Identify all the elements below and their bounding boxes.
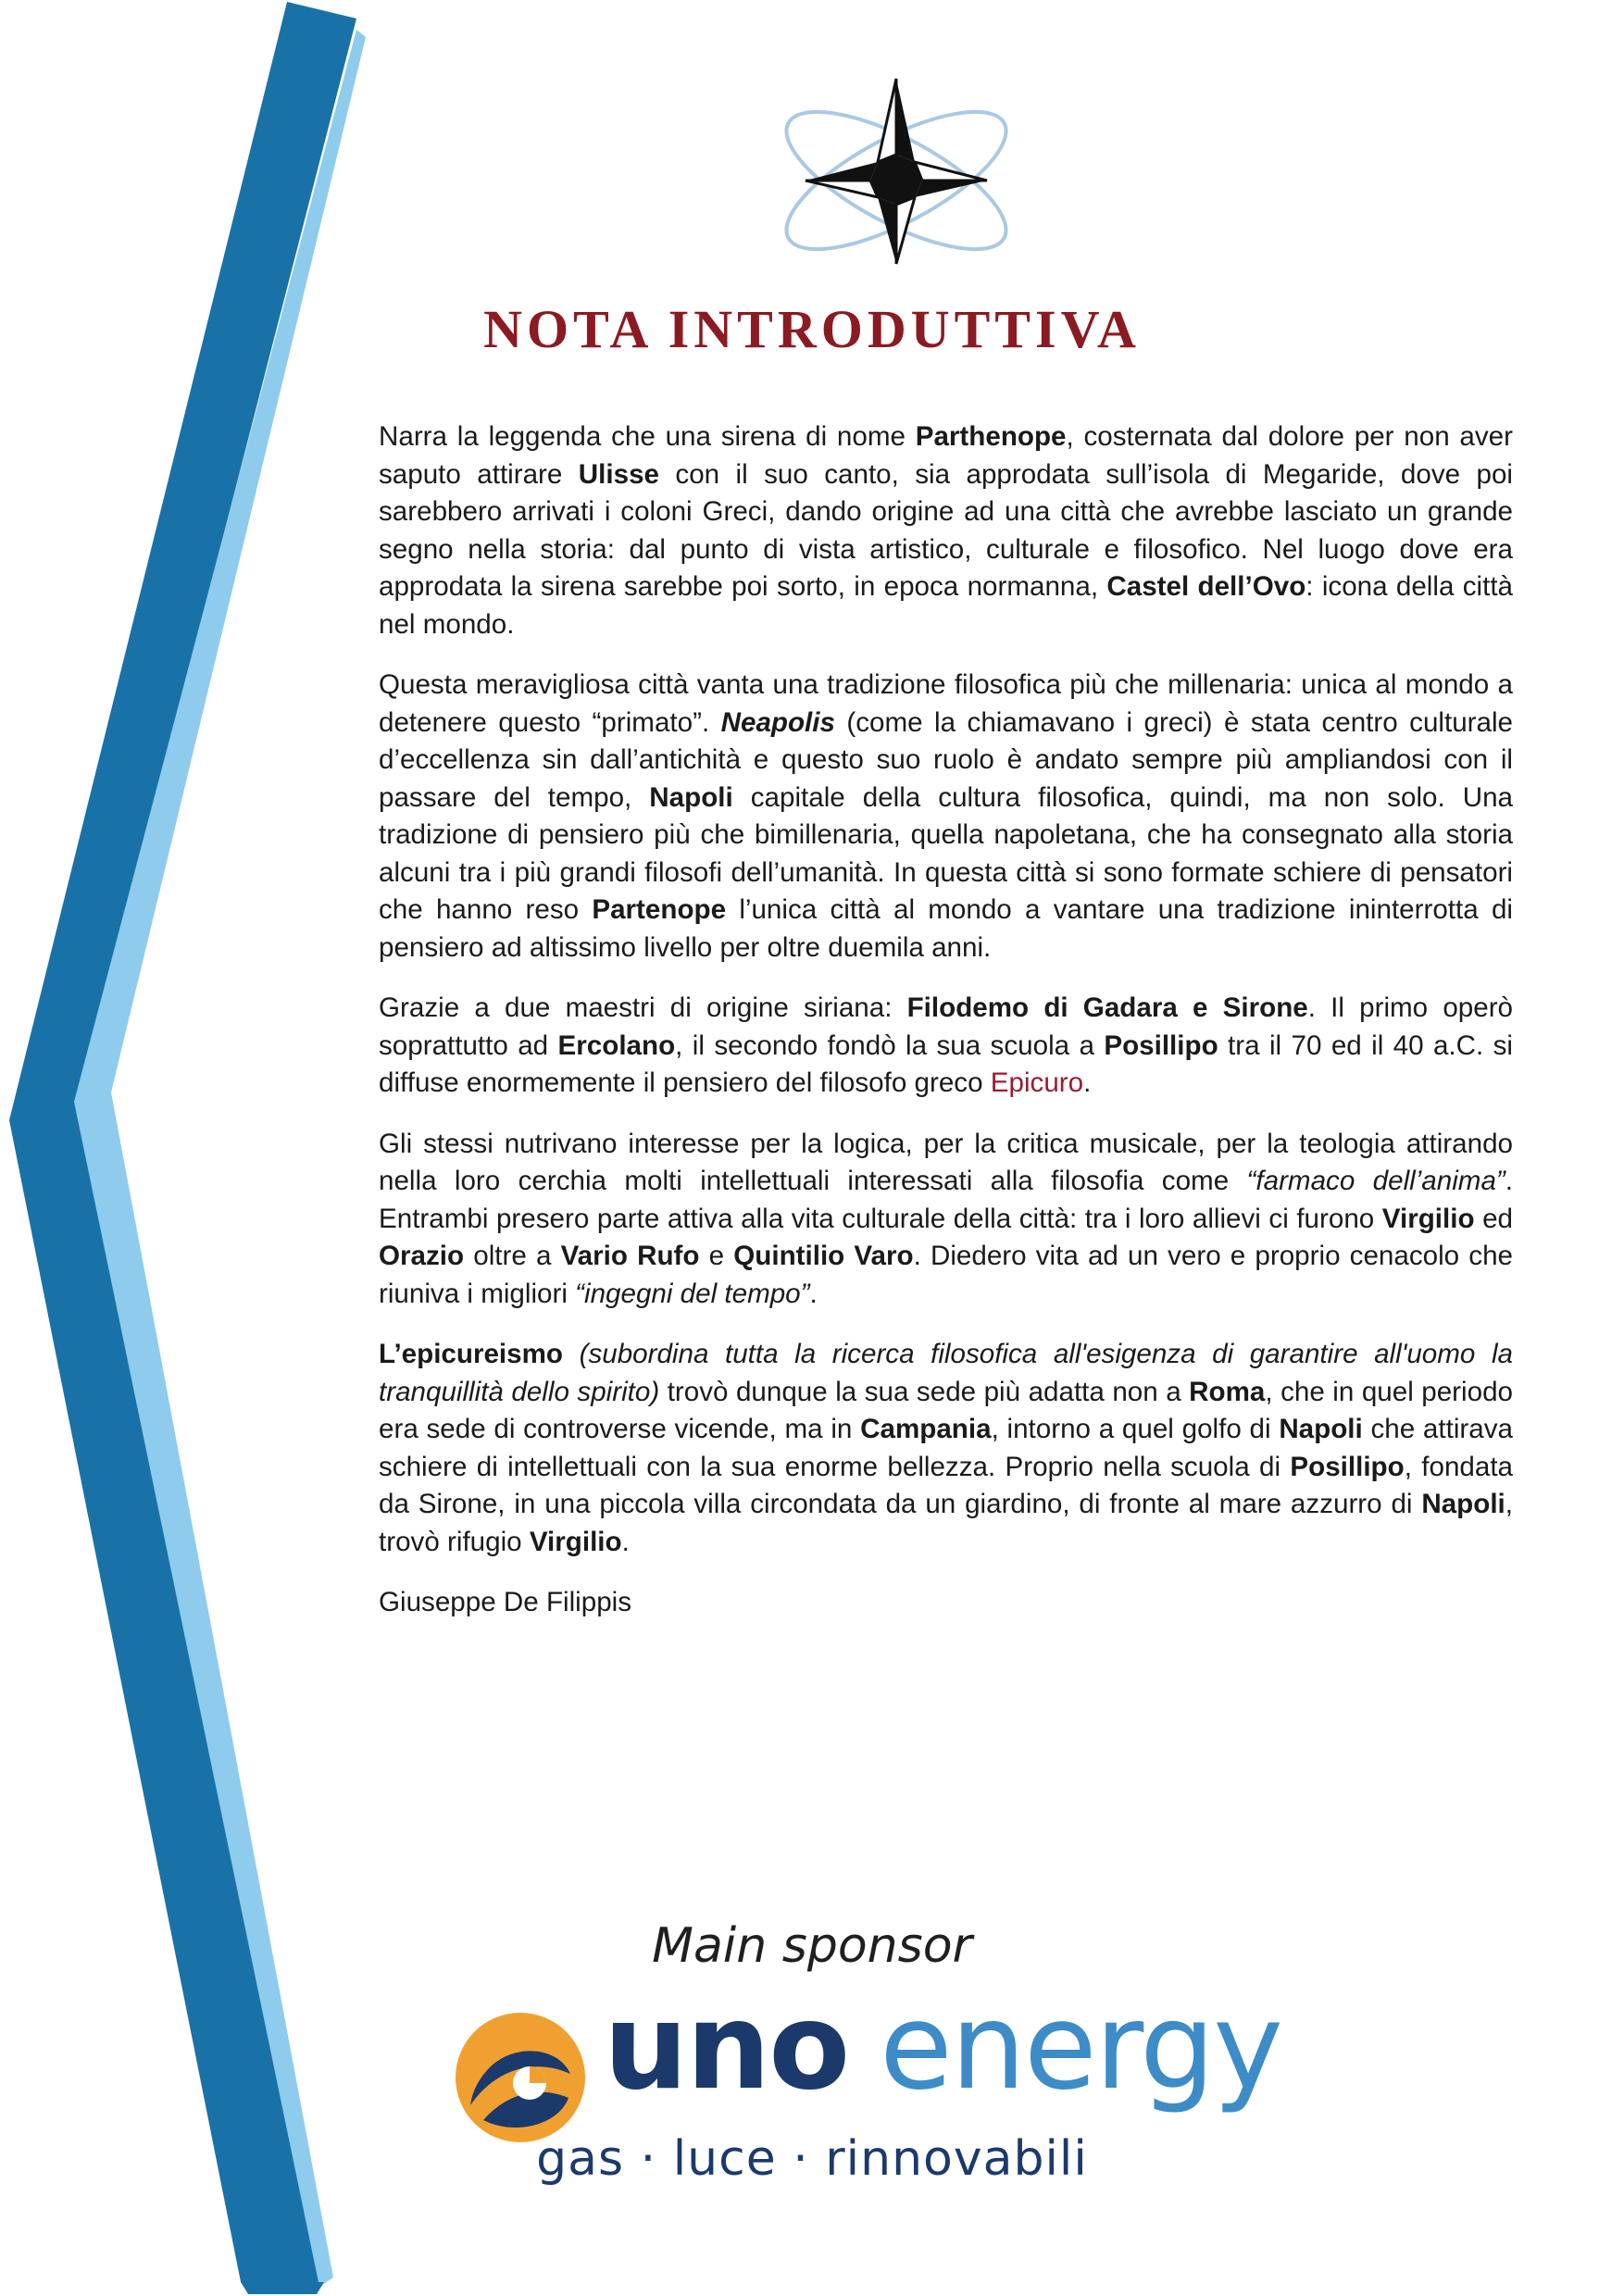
text-run: . Il primo operò soprattutto ad xyxy=(379,992,1514,1061)
text-run: Napoli xyxy=(1279,1414,1363,1444)
text-run: , trovò rifugio xyxy=(379,1489,1513,1557)
text-run: e xyxy=(699,1241,734,1271)
text-run: , fondata da Sirone, in una piccola villa circondata da un giardino, di fronte al mare azzurro di xyxy=(379,1451,1513,1519)
text-run: oltre a xyxy=(464,1241,561,1271)
text-run: che attirava schiere di intellettuali con la sua enorme bellezza. Proprio nella scuola di xyxy=(379,1414,1513,1482)
text-run: , il secondo fondò la sua scuola a xyxy=(675,1029,1105,1061)
text-run: . Diedero vita ad un vero e proprio cenacolo che riuniva i migliori xyxy=(379,1241,1514,1309)
text-run: Napoli xyxy=(1421,1489,1505,1519)
text-run: (subordina tutta la ricerca filosofica all'esigenza di garantire all'uomo la tranquillità dello spirito) xyxy=(379,1339,1513,1407)
text-run: capitale della cultura filosofica, quindi, ma non solo. Una tradizione di pensiero più che bimillenaria, quella napoletana, che ha consegnato alla storia alcuni tra i più grandi filosofi dell’umanità. In questa città si sono formate schiere di pensatori che hanno reso xyxy=(379,781,1513,925)
text-run: . xyxy=(621,1526,630,1557)
text-run: Gli stessi nutrivano interesse per la logica, per la critica musicale, per la teologia attirando nella loro cerchia molti intellettuali interessati alla filosofia come xyxy=(379,1128,1513,1196)
text-run: Questa meravigliosa città vanta una tradizione filosofica più che millenaria: unica al mondo a detenere questo “primato”. xyxy=(379,669,1513,738)
text-run: Campania xyxy=(860,1414,992,1444)
paragraph xyxy=(379,418,1513,643)
text-run: : icona della città nel mondo. xyxy=(379,571,1513,640)
text-run: L’epicureismo xyxy=(379,1339,564,1369)
text-run: Partenope xyxy=(592,894,727,925)
text-run: ed xyxy=(1474,1203,1514,1234)
body-text xyxy=(379,418,1513,1645)
paragraph xyxy=(379,1126,1513,1314)
text-run: Virgilio xyxy=(1381,1203,1475,1234)
text-run: Vario Rufo xyxy=(560,1241,700,1271)
text-run: “farmaco dell’anima” xyxy=(1246,1166,1505,1196)
paragraph xyxy=(379,667,1513,967)
text-run: , che in quel periodo era sede di controverse vicende, ma in xyxy=(379,1376,1513,1444)
page-title: NOTA INTRODUTTIVA xyxy=(483,299,1141,359)
text-run: Grazie a due maestri di origine siriana: xyxy=(379,992,907,1023)
text-run: tra il 70 ed il 40 a.C. si diffuse enormemente il pensiero del filosofo greco xyxy=(379,1029,1514,1098)
paragraph xyxy=(379,1336,1513,1561)
text-run: , intorno a quel golfo di xyxy=(991,1414,1280,1444)
text-run: Orazio xyxy=(379,1241,465,1271)
text-run: Filodemo di Gadara e Sirone xyxy=(906,992,1308,1023)
text-run xyxy=(563,1339,580,1369)
sponsor-tagline: gas · luce · rinnovabili xyxy=(536,2131,1088,2187)
text-run: . xyxy=(1083,1067,1092,1098)
text-run: “ingegni del tempo” xyxy=(575,1278,810,1309)
logo-word-uno: uno xyxy=(604,1978,849,2116)
text-run: trovò dunque la sua sede più adatta non a xyxy=(659,1376,1190,1407)
sponsor-label: Main sponsor xyxy=(652,1918,972,1974)
text-run: Parthenope xyxy=(915,421,1067,452)
text-run: l’unica città al mondo a vantare una tradizione ininterrotta di pensiero ad altissimo livello per oltre duemila anni. xyxy=(379,894,1513,963)
text-run: , costernata dal dolore per non aver saputo attirare xyxy=(379,421,1513,490)
text-run: Napoli xyxy=(649,781,733,813)
text-run: Ulisse xyxy=(578,458,659,490)
paragraph xyxy=(379,990,1513,1103)
text-run: Neapolis xyxy=(720,706,835,738)
text-run: con il suo canto, sia approdata sull’isola di Megaride, dove poi sarebbero arrivati i coloni Greci, dando origine ad una città che avrebbe lasciato un grande segno nella storia: dal punto di vista artistico, culturale e filosofico. Nel luogo dove era approdata la sirena sarebbe poi sorto, in epoca normanna, xyxy=(379,458,1513,602)
text-run: Narra la leggenda che una sirena di nome xyxy=(379,421,916,452)
text-run: (come la chiamavano i greci) è stata centro culturale d’eccellenza sin dall’antichità e questo suo ruolo è andato sempre più ampliandosi con il passare del tempo, xyxy=(379,706,1514,813)
text-run: . Entrambi presero parte attiva alla vita culturale della città: tra i loro allievi ci furono xyxy=(379,1166,1513,1234)
text-run: Posillipo xyxy=(1104,1029,1218,1061)
text-run: Ercolano xyxy=(557,1029,676,1061)
text-run: Virgilio xyxy=(529,1526,622,1557)
text-run: Posillipo xyxy=(1290,1451,1405,1482)
compass-star-emblem-icon xyxy=(768,69,1037,282)
unoenergy-logo-mark-icon xyxy=(452,2009,589,2146)
text-run: Roma xyxy=(1189,1376,1266,1407)
text-run: Castel dell’Ovo xyxy=(1106,571,1306,602)
text-run: . xyxy=(809,1278,818,1309)
signature: Giuseppe De Filippis xyxy=(379,1587,632,1617)
logo-word-energy: energy xyxy=(880,1978,1281,2116)
text-run: Epicuro xyxy=(990,1067,1084,1098)
paragraph-list xyxy=(379,418,1513,1561)
text-run: Quintilio Varo xyxy=(733,1241,914,1271)
